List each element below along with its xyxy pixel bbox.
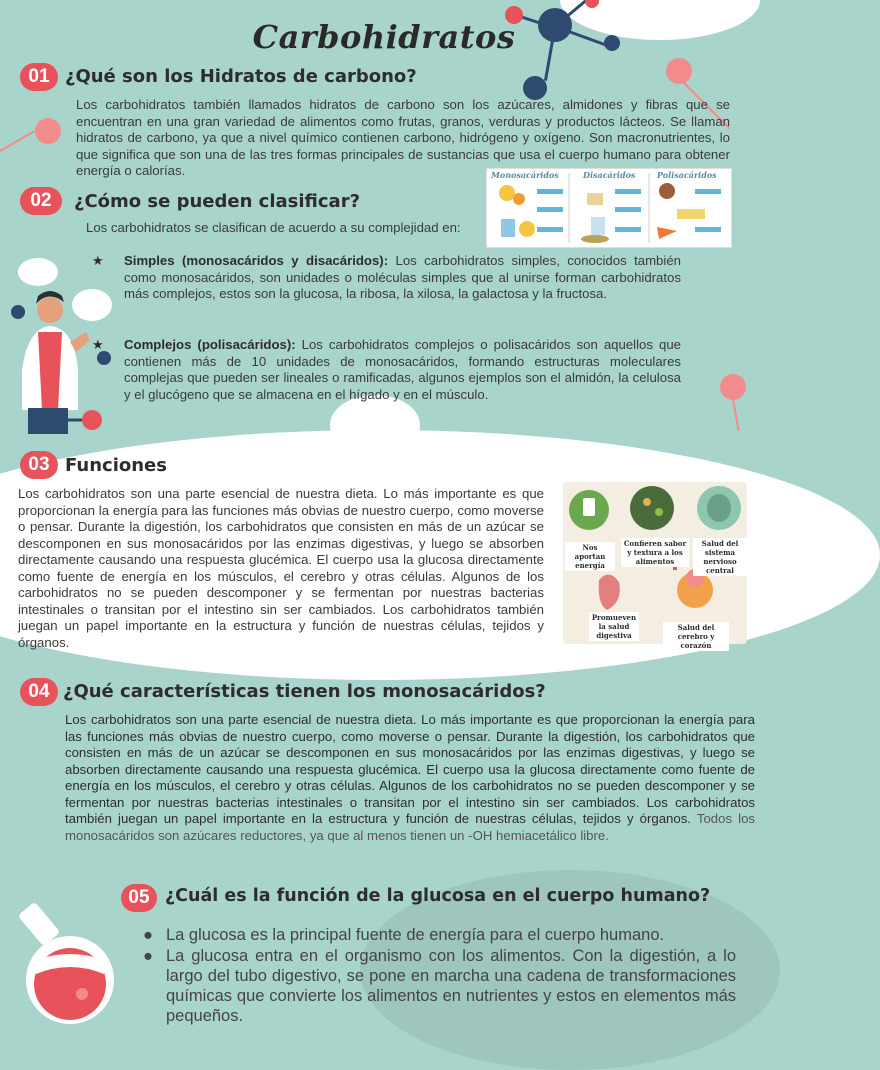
func-label-digestiva: Promueven la salud digestiva — [589, 612, 639, 641]
section-02-heading: ¿Cómo se pueden clasificar? — [74, 191, 361, 212]
func-label-nervioso: Salud del sistema nervioso central — [693, 538, 747, 576]
bullet-star-simple: ★ — [92, 253, 104, 268]
bg-blob-section2 — [330, 395, 420, 455]
flask-illustration — [10, 890, 120, 1024]
glucose-item-2: La glucosa entra en el organismo con los alimentos. Con la digestión, a lo largo del tubo digestivo, se pone en marcha una cadena de transformaciones químicas que convierte los alimentos en nutrientes y estos en elementos más pequeños. — [166, 947, 736, 1025]
label-monosacaridos: Monosacáridos — [491, 170, 559, 180]
section-01-badge: 01 — [20, 63, 58, 91]
func-label-energia: Nos aportan energía — [565, 542, 615, 571]
section-03-badge: 03 — [20, 451, 58, 479]
carbohydrate-types-illustration — [487, 169, 731, 247]
section-03-body: Los carbohidratos son una parte esencial de nuestra dieta. Lo más importante es que proporcionan la energía para las funciones más obvias de nuestro cuerpo, como moverse o pensar. Durante la digestión, los carbohidratos que consisten en más de un azúcar se descomponen en sus monosacáridos por las enzimas digestivas, y luego se absorben directamente causando una respuesta glucémica. El cuerpo usa la glucosa directamente como fuente de energía en los músculos, el cerebro y otras células. Algunos de los carbohidratos no se pueden descomponer y se fermentan por nuestras bacterias intestinales o transitan por el intestino sin ser cambiados. Los carbohidratos también juegan un papel importante en la estructura y función de nuestras células, tejidos y órganos. — [18, 486, 544, 650]
bullet-simple-text: Los carbohidratos simples, conocidos también como monosacáridos, son unidades o moléculas simples que al unirse forman carbohidratos más complejos, estos son la glucosa, la ribosa, la xilosa, la galactosa y la fructosa. — [124, 253, 681, 301]
section-01-body: Los carbohidratos también llamados hidratos de carbono son los azúcares, almidones y fibras que se encuentran en una gran variedad de alimentos como frutas, granos, verduras y productos lácteos. Se llaman hidratos de carbono, ya que a nivel químico contienen carbono, hidrógeno y oxígeno. Son macronutrientes, lo que significa que son una de las tres formas principales de sustancias que usa el cuerpo humano para obtener energía o calorías. — [76, 97, 730, 178]
flask-icon — [10, 890, 120, 1024]
section-04-body-main: Los carbohidratos son una parte esencial de nuestra dieta. Lo más importante es que proporcionan la energía para las funciones más obvias de nuestro cuerpo, como moverse o pensar. Durante la digestión, los carbohidratos que consisten en más de un azúcar se descomponen en sus monosacáridos por las enzimas digestivas, y luego se absorben directamente causando una respuesta glucémica. El cuerpo usa la glucosa directamente como fuente de energía en los músculos, el cerebro y otras células. Algunos de los carbohidratos no se pueden descomponer y se fermentan por nuestras bacterias intestinales o transitan por el intestino sin ser cambiados. Los carbohidratos también juegan un papel importante en la estructura y función de nuestras células, tejidos y órganos. — [65, 712, 755, 826]
bullet-star-complex: ★ — [92, 337, 104, 352]
page-title: Carbohidratos — [252, 18, 516, 56]
func-label-cerebro: Salud del cerebro y corazón — [663, 622, 729, 651]
section-03-heading: Funciones — [65, 455, 167, 476]
carbohydrate-types-image — [486, 168, 732, 248]
section-05-badge: 05 — [121, 884, 157, 912]
section-01-heading: ¿Qué son los Hidratos de carbono? — [65, 66, 417, 87]
section-02-badge: 02 — [20, 187, 62, 215]
bullet-simple-title: Simples (monosacáridos y disacáridos): — [124, 253, 389, 268]
glucose-item-1-bullet: ● — [143, 926, 153, 944]
label-disacaridos: Disacáridos — [583, 170, 636, 180]
bullet-complex-text: Los carbohidratos complejos o polisacáridos son aquellos que contienen más de 10 unidades de monosacáridos, formando estructuras moleculares complejas que pueden ser lineales o ramificadas, algunos ejemplos son el almidón, la celulosa y el glucógeno que se almacena en el hígado y en el músculo. — [124, 337, 681, 402]
bullet-simple — [124, 253, 681, 303]
label-polisacaridos: Polisacáridos — [657, 170, 717, 180]
section-02-intro: Los carbohidratos se clasifican de acuerdo a su complejidad en: — [86, 220, 461, 235]
glucose-item-1: La glucosa es la principal fuente de energía para el cuerpo humano. — [166, 926, 665, 944]
glucose-item-2-bullet: ● — [143, 947, 153, 965]
section-05-heading: ¿Cuál es la función de la glucosa en el cuerpo humano? — [165, 886, 711, 906]
section-04-heading: ¿Qué características tienen los monosacáridos? — [63, 681, 546, 702]
section-04-body-extra: Todos los monosacáridos son azúcares reductores, ya que al menos tienen un -OH hemiacetálico libre. — [65, 811, 755, 843]
bullet-complex-title: Complejos (polisacáridos): — [124, 337, 296, 352]
bullet-complex — [124, 337, 681, 403]
section-04-badge: 04 — [20, 678, 58, 706]
func-label-sabor: Confieren sabor y textura a los alimentos — [621, 538, 689, 567]
functions-image — [563, 482, 747, 650]
section-04-body — [65, 712, 755, 844]
